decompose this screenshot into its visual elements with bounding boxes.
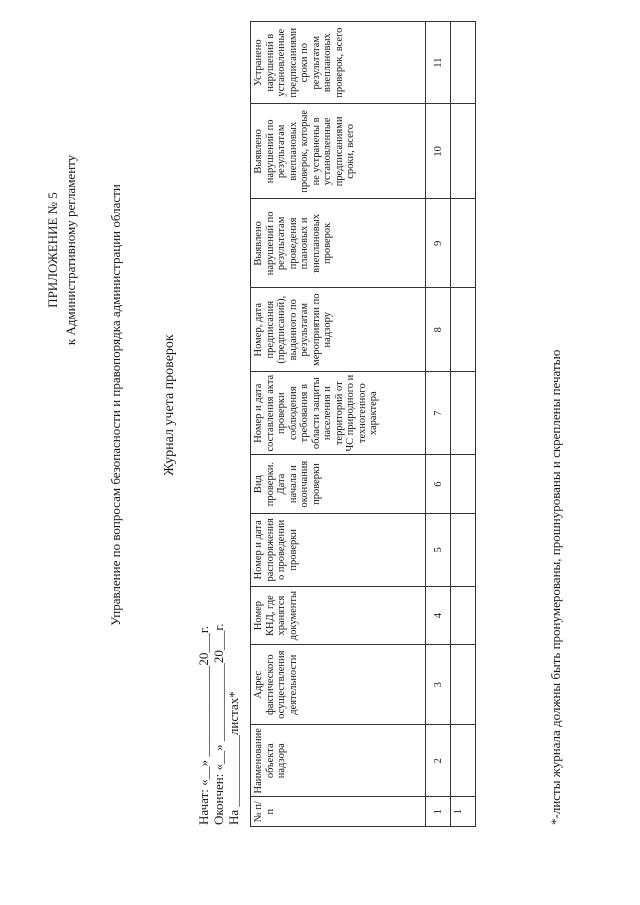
header-cell: Наименование объекта надзора xyxy=(251,725,426,797)
footnote: *-листы журнала должны быть пронумерованы, прошнурованы и скреплены печатью xyxy=(548,349,563,825)
column-number: 1 xyxy=(426,797,451,827)
journal-meta xyxy=(196,425,241,825)
empty-cell xyxy=(451,371,476,454)
column-number: 8 xyxy=(426,288,451,371)
table-row xyxy=(451,22,476,827)
column-number: 6 xyxy=(426,455,451,513)
empty-cell xyxy=(451,645,476,725)
sheets-line: На ___________листах* xyxy=(226,691,241,825)
column-number: 7 xyxy=(426,371,451,454)
empty-cell xyxy=(451,586,476,644)
header-cell: Номер КНД, где хранятся документы xyxy=(251,586,426,644)
organization-name: Управление по вопросам безопасности и правопорядка администрации области xyxy=(108,184,123,626)
empty-cell xyxy=(451,288,476,371)
header-cell: Номер и дата распоряжения о проведении проверки xyxy=(251,513,426,586)
empty-cell xyxy=(451,199,476,288)
header-cell: Выявлено нарушений по результатам проведения плановых и внеплановых проверок xyxy=(251,199,426,288)
empty-cell xyxy=(451,104,476,199)
end-date-line: Окончен: «__» ____________20___г. xyxy=(211,623,226,825)
appendix-subtitle: к Административному регламенту xyxy=(63,154,78,346)
column-number: 2 xyxy=(426,725,451,797)
column-number: 3 xyxy=(426,645,451,725)
empty-cell xyxy=(451,455,476,513)
header-cell: Адрес фактического осуществления деятельности xyxy=(251,645,426,725)
start-date-line: Начат: «__» ______________20___г. xyxy=(196,625,211,825)
column-number: 10 xyxy=(426,104,451,199)
header-cell: Номер и дата составления акта проверки соблюдения требования в области защиты населения и территорий от ЧС природного и техногенного характера xyxy=(251,371,426,454)
column-number: 5 xyxy=(426,513,451,586)
inspection-table xyxy=(250,21,476,827)
header-cell: № п/п xyxy=(251,797,426,827)
table-header-row xyxy=(251,22,426,827)
header-cell: Выявлено нарушений по результатам внеплановых проверок, которые не устранены в установленные предписаниями сроки, всего xyxy=(251,104,426,199)
column-number: 4 xyxy=(426,586,451,644)
empty-cell xyxy=(451,22,476,104)
row-number: 1 xyxy=(451,797,476,827)
empty-cell xyxy=(451,513,476,586)
column-number-row xyxy=(426,22,451,827)
column-number: 11 xyxy=(426,22,451,104)
header-cell: Устранено нарушений в установленные предписаниями сроки по результатам внеплановых проверок, всего xyxy=(251,22,426,104)
appendix-title: ПРИЛОЖЕНИЕ № 5 xyxy=(45,192,60,308)
journal-title: Журнал учета проверок xyxy=(162,334,177,476)
header-cell: Вид проверки. Дата начала и окончания проверки xyxy=(251,455,426,513)
appendix-block xyxy=(44,60,80,440)
header-cell: Номер, дата предписания (предписаний), выданного по результатам мероприятии по надзору xyxy=(251,288,426,371)
column-number: 9 xyxy=(426,199,451,288)
empty-cell xyxy=(451,725,476,797)
